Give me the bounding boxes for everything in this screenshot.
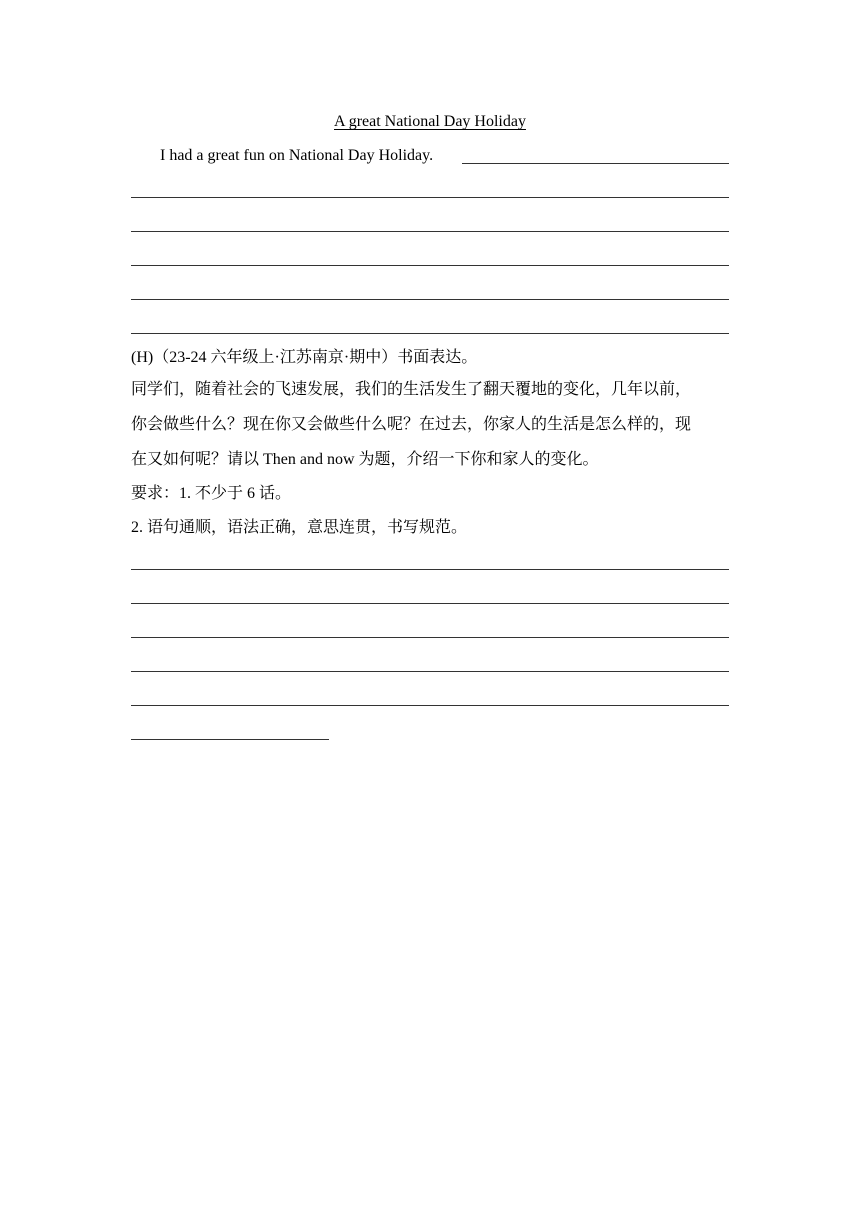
answer-line-4[interactable] (131, 299, 729, 300)
essay-intro-sentence: I had a great fun on National Day Holiday. (160, 147, 434, 164)
requirement-1: 要求：1. 不少于 6 话。 (131, 485, 292, 502)
question-heading: (H)（23-24 六年级上·江苏南京·期中）书面表达。 (131, 349, 478, 366)
answer-line-9[interactable] (131, 671, 729, 672)
answer-line-11[interactable] (131, 739, 329, 740)
answer-line-8[interactable] (131, 637, 729, 638)
answer-line-3[interactable] (131, 265, 729, 266)
essay-title: A great National Day Holiday (334, 113, 526, 130)
answer-line-intro[interactable] (462, 163, 729, 164)
answer-line-10[interactable] (131, 705, 729, 706)
answer-line-7[interactable] (131, 603, 729, 604)
answer-line-5[interactable] (131, 333, 729, 334)
requirement-2: 2. 语句通顺，语法正确，意思连贯，书写规范。 (131, 519, 468, 536)
prompt-line-1: 同学们，随着社会的飞速发展，我们的生活发生了翻天覆地的变化，几年以前， (131, 381, 692, 398)
answer-line-2[interactable] (131, 231, 729, 232)
answer-line-1[interactable] (131, 197, 729, 198)
prompt-line-2: 你会做些什么？现在你又会做些什么呢？在过去，你家人的生活是怎么样的，现 (131, 416, 692, 433)
answer-line-6[interactable] (131, 569, 729, 570)
prompt-line-3: 在又如何呢？请以 Then and now 为题，介绍一下你和家人的变化。 (131, 451, 599, 468)
